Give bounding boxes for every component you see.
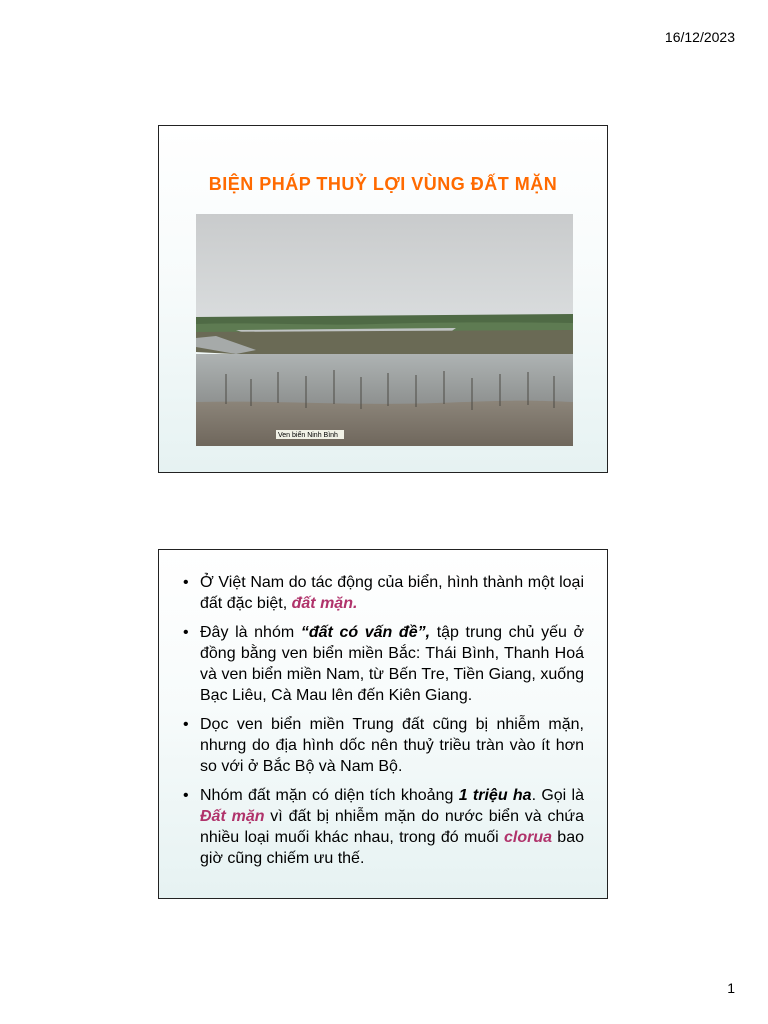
- highlight-dat-man-2: Đất mặn: [200, 808, 265, 825]
- header-date: 16/12/2023: [664, 29, 735, 45]
- bullet-item-1: • Ở Việt Nam do tác động của biển, hình thành một loại đất đặc biệt, đất mặn.: [181, 572, 584, 614]
- emphasis-dat-co-van-de: “đất có vấn đề”,: [300, 624, 431, 641]
- emphasis-area: 1 triệu ha: [458, 787, 532, 804]
- bullet-item-3: • Dọc ven biển miền Trung đất cũng bị nhiễm mặn, nhưng do địa hình dốc nên thuỷ triều tràn vào ít hơn so với ở Bắc Bộ và Nam Bộ.: [181, 714, 584, 777]
- highlight-dat-man: đất mặn.: [291, 595, 358, 612]
- page-number: 1: [727, 980, 735, 996]
- slide-1: [158, 125, 608, 473]
- slide-title: BIỆN PHÁP THUỶ LỢI VÙNG ĐẤT MẶN: [208, 174, 558, 194]
- photo-caption: Ven biển Ninh Bình: [278, 432, 338, 439]
- coastal-photo-image: [196, 214, 573, 446]
- highlight-clorua: clorua: [503, 829, 552, 846]
- slide-2: [158, 549, 608, 899]
- coastal-photo: [196, 214, 573, 446]
- bullet-item-2: • Đây là nhóm “đất có vấn đề”, tập trung chủ yếu ở đồng bằng ven biển miền Bắc: Thái Bình, Thanh Hoá và ven biển miền Nam, từ Bến Tre, Tiền Giang, xuống Bạc Liêu, Cà Mau lên đến Kiên Giang.: [181, 622, 584, 706]
- bullet-item-4: • Nhóm đất mặn có diện tích khoảng 1 triệu ha. Gọi là Đất mặn vì đất bị nhiễm mặn do nước biển và chứa nhiều loại muối khác nhau, trong đó muối clorua bao giờ cũng chiếm ưu thế.: [181, 785, 584, 869]
- bullet-list: [181, 572, 584, 877]
